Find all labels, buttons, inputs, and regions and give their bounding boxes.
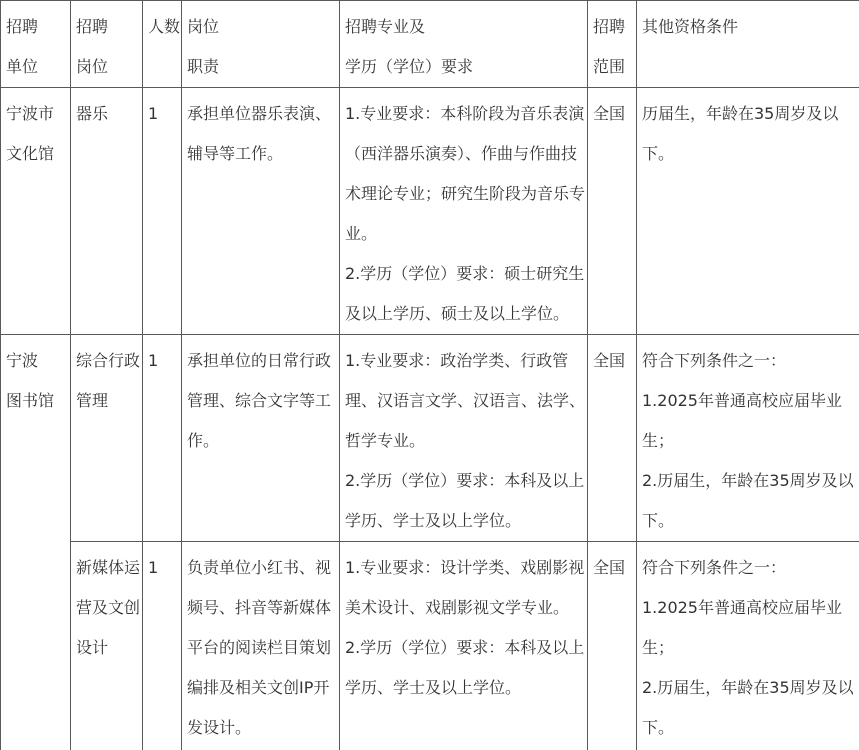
header-count: 人数: [143, 1, 182, 88]
position-cell: 新媒体运 营及文创 设计: [71, 542, 143, 750]
header-scope: 招聘 范围: [588, 1, 637, 88]
major-cell: 1.专业要求：本科阶段为音乐表演 （西洋器乐演奏）、作曲与作曲技 术理论专业；研究生阶段为音乐专 业。 2.学历（学位）要求：硕士研究生 及以上学历、硕士及以上学位。: [340, 88, 588, 335]
other-cell: 符合下列条件之一： 1.2025年普通高校应届毕业 生； 2.历届生，年龄在35周岁及以 下。: [637, 542, 859, 750]
header-major: 招聘专业及 学历（学位）要求: [340, 1, 588, 88]
position-cell: 综合行政 管理: [71, 335, 143, 542]
unit-cell: 宁波市 文化馆: [1, 88, 71, 335]
duties-cell: 承担单位的日常行政 管理、综合文字等工 作。: [182, 335, 340, 542]
count-cell: 1: [143, 542, 182, 750]
table-row: [1, 88, 859, 335]
major-cell: 1.专业要求：政治学类、行政管 理、汉语言文学、汉语言、法学、 哲学专业。 2.学历（学位）要求：本科及以上 学历、学士及以上学位。: [340, 335, 588, 542]
major-cell: 1.专业要求：设计学类、戏剧影视 美术设计、戏剧影视文学专业。 2.学历（学位）要求：本科及以上 学历、学士及以上学位。: [340, 542, 588, 750]
count-cell: 1: [143, 88, 182, 335]
header-unit: 招聘 单位: [1, 1, 71, 88]
duties-cell: 负责单位小红书、视 频号、抖音等新媒体 平台的阅读栏目策划 编排及相关文创IP开 发设计。: [182, 542, 340, 750]
position-cell: 器乐: [71, 88, 143, 335]
other-cell: 历届生，年龄在35周岁及以 下。: [637, 88, 859, 335]
header-row: [1, 1, 859, 88]
header-position: 招聘 岗位: [71, 1, 143, 88]
unit-cell: 宁波 图书馆: [1, 335, 71, 750]
header-duties: 岗位 职责: [182, 1, 340, 88]
table-row: [1, 335, 859, 542]
scope-cell: 全国: [588, 542, 637, 750]
count-cell: 1: [143, 335, 182, 542]
scope-cell: 全国: [588, 335, 637, 542]
header-other: 其他资格条件: [637, 1, 859, 88]
duties-cell: 承担单位器乐表演、 辅导等工作。: [182, 88, 340, 335]
table-row: [1, 542, 859, 750]
scope-cell: 全国: [588, 88, 637, 335]
other-cell: 符合下列条件之一： 1.2025年普通高校应届毕业 生； 2.历届生，年龄在35周岁及以 下。: [637, 335, 859, 542]
